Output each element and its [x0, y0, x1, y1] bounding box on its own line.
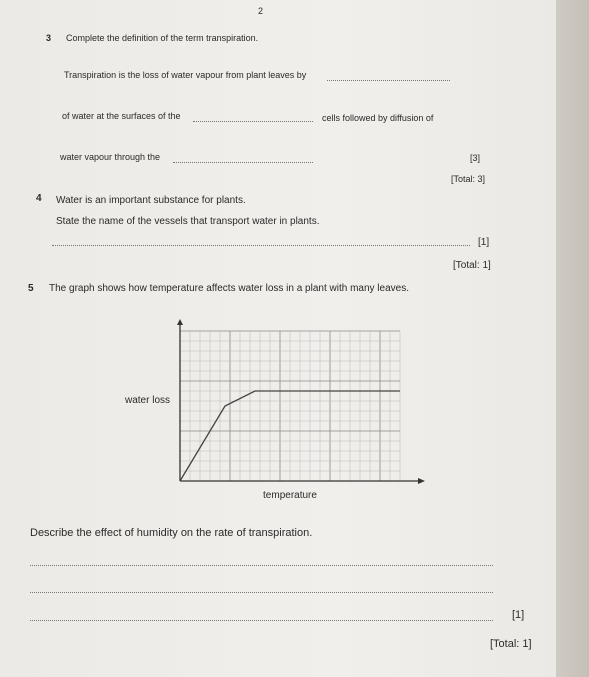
q3-line2-text: of water at the surfaces of the	[62, 111, 181, 121]
q5-answer-line-2[interactable]	[30, 592, 493, 593]
x-axis-label: temperature	[263, 490, 317, 501]
q4-prompt: State the name of the vessels that transport water in plants.	[56, 216, 320, 227]
q4-intro: Water is an important substance for plants.	[56, 195, 246, 206]
q4-marks: [1]	[478, 237, 490, 248]
q5-answer-line-1[interactable]	[30, 565, 493, 566]
q3-answer-line-3[interactable]	[173, 162, 313, 163]
q5-total: [Total: 1]	[490, 638, 532, 650]
q3-line3-text: water vapour through the	[60, 152, 161, 162]
q5-intro: The graph shows how temperature affects water loss in a plant with many leaves.	[49, 283, 409, 294]
q3-line1-text: Transpiration is the loss of water vapour from plant leaves by	[64, 70, 307, 80]
q5-prompt: Describe the effect of humidity on the rate of transpiration.	[30, 527, 313, 539]
q3-answer-line-1[interactable]	[327, 80, 450, 81]
q5-number: 5	[28, 283, 34, 294]
page-edge	[556, 0, 589, 677]
q3-prompt: Complete the definition of the term transpiration.	[66, 33, 259, 43]
water-loss-graph	[124, 308, 440, 503]
q3-line2-end: cells followed by diffusion of	[322, 113, 434, 123]
y-axis-label: water loss	[124, 395, 170, 406]
q4-number: 4	[36, 193, 42, 204]
page-number: 2	[258, 6, 264, 16]
q3-total: [Total: 3]	[451, 174, 486, 184]
q4-answer-line[interactable]	[52, 245, 470, 246]
q3-number: 3	[46, 33, 52, 43]
y-axis-arrow	[177, 319, 183, 325]
q4-total: [Total: 1]	[453, 260, 491, 271]
x-axis-arrow	[418, 478, 425, 484]
q3-answer-line-2[interactable]	[193, 121, 313, 122]
q5-marks: [1]	[512, 609, 525, 621]
graph-grid	[180, 331, 400, 481]
q3-marks: [3]	[470, 153, 481, 163]
q5-answer-line-3[interactable]	[30, 620, 493, 621]
